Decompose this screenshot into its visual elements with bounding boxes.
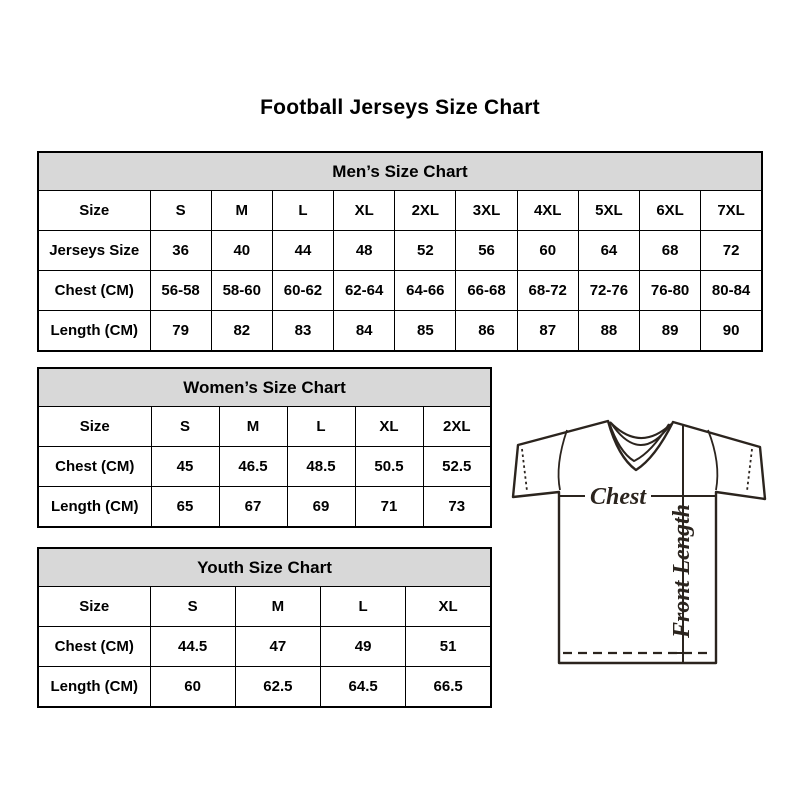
table-title: Men’s Size Chart — [38, 152, 762, 191]
left-sleeve-seam — [559, 430, 567, 490]
value-cell: 90 — [701, 311, 762, 352]
value-cell: 7XL — [701, 191, 762, 231]
table-header-row — [38, 152, 762, 191]
front-length-label: Front Length — [669, 503, 695, 639]
value-cell: 64.5 — [321, 667, 406, 708]
value-cell: M — [211, 191, 272, 231]
value-cell: 56-58 — [150, 271, 211, 311]
value-cell: 68 — [640, 231, 701, 271]
table-row — [38, 271, 762, 311]
value-cell: 89 — [640, 311, 701, 352]
value-cell: 86 — [456, 311, 517, 352]
value-cell: 40 — [211, 231, 272, 271]
value-cell: 82 — [211, 311, 272, 352]
row-label-cell: Jerseys Size — [38, 231, 150, 271]
value-cell: 73 — [423, 487, 491, 528]
value-cell: 76-80 — [640, 271, 701, 311]
left-cuff-dashed-line — [522, 449, 527, 491]
row-label-cell: Size — [38, 191, 150, 231]
value-cell: XL — [355, 407, 423, 447]
jersey-diagram-svg — [505, 405, 773, 671]
table-row — [38, 191, 762, 231]
row-label-cell: Size — [38, 407, 151, 447]
table-row — [38, 627, 491, 667]
row-label-cell: Chest (CM) — [38, 447, 151, 487]
value-cell: 2XL — [423, 407, 491, 447]
row-label-cell: Length (CM) — [38, 311, 150, 352]
value-cell: 87 — [517, 311, 578, 352]
jersey-measurement-diagram — [505, 405, 773, 671]
value-cell: 47 — [235, 627, 320, 667]
value-cell: 48.5 — [287, 447, 355, 487]
value-cell: 84 — [334, 311, 395, 352]
right-cuff-dashed-line — [747, 449, 752, 491]
value-cell: 69 — [287, 487, 355, 528]
value-cell: 6XL — [640, 191, 701, 231]
table-row — [38, 667, 491, 708]
value-cell: 83 — [272, 311, 333, 352]
table-row — [38, 447, 491, 487]
value-cell: 44.5 — [150, 627, 235, 667]
value-cell: 66.5 — [406, 667, 491, 708]
value-cell: 44 — [272, 231, 333, 271]
value-cell: 58-60 — [211, 271, 272, 311]
value-cell: 80-84 — [701, 271, 762, 311]
value-cell: 72-76 — [578, 271, 639, 311]
table-row — [38, 231, 762, 271]
value-cell: XL — [406, 587, 491, 627]
value-cell: L — [287, 407, 355, 447]
table-title: Women’s Size Chart — [38, 368, 491, 407]
value-cell: 65 — [151, 487, 219, 528]
value-cell: 88 — [578, 311, 639, 352]
value-cell: S — [150, 587, 235, 627]
youth-size-table — [37, 547, 492, 708]
table-row — [38, 587, 491, 627]
value-cell: 68-72 — [517, 271, 578, 311]
table-row — [38, 407, 491, 447]
value-cell: 60 — [150, 667, 235, 708]
table-header-row — [38, 548, 491, 587]
value-cell: 66-68 — [456, 271, 517, 311]
value-cell: S — [151, 407, 219, 447]
value-cell: 4XL — [517, 191, 578, 231]
value-cell: 49 — [321, 627, 406, 667]
mens-size-table — [37, 151, 763, 352]
value-cell: 50.5 — [355, 447, 423, 487]
chest-label: Chest — [589, 484, 647, 510]
table-header-row — [38, 368, 491, 407]
value-cell: L — [321, 587, 406, 627]
table-row — [38, 311, 762, 352]
womens-size-table — [37, 367, 492, 528]
value-cell: 46.5 — [219, 447, 287, 487]
right-sleeve-seam — [708, 430, 717, 490]
value-cell: 60 — [517, 231, 578, 271]
value-cell: 85 — [395, 311, 456, 352]
row-label-cell: Length (CM) — [38, 487, 151, 528]
row-label-cell: Chest (CM) — [38, 627, 150, 667]
value-cell: XL — [334, 191, 395, 231]
value-cell: S — [150, 191, 211, 231]
value-cell: 48 — [334, 231, 395, 271]
value-cell: 45 — [151, 447, 219, 487]
value-cell: 64 — [578, 231, 639, 271]
value-cell: 2XL — [395, 191, 456, 231]
table-row — [38, 487, 491, 528]
row-label-cell: Length (CM) — [38, 667, 150, 708]
row-label-cell: Size — [38, 587, 150, 627]
value-cell: 72 — [701, 231, 762, 271]
value-cell: M — [219, 407, 287, 447]
collar-inner-v — [609, 422, 669, 461]
table-title: Youth Size Chart — [38, 548, 491, 587]
value-cell: 52.5 — [423, 447, 491, 487]
value-cell: 71 — [355, 487, 423, 528]
value-cell: 56 — [456, 231, 517, 271]
value-cell: 60-62 — [272, 271, 333, 311]
value-cell: 62.5 — [235, 667, 320, 708]
value-cell: 5XL — [578, 191, 639, 231]
value-cell: 52 — [395, 231, 456, 271]
value-cell: L — [272, 191, 333, 231]
value-cell: 36 — [150, 231, 211, 271]
value-cell: 51 — [406, 627, 491, 667]
value-cell: 67 — [219, 487, 287, 528]
value-cell: 64-66 — [395, 271, 456, 311]
row-label-cell: Chest (CM) — [38, 271, 150, 311]
value-cell: 3XL — [456, 191, 517, 231]
value-cell: 79 — [150, 311, 211, 352]
page-title: Football Jerseys Size Chart — [260, 96, 540, 119]
value-cell: 62-64 — [334, 271, 395, 311]
value-cell: M — [235, 587, 320, 627]
